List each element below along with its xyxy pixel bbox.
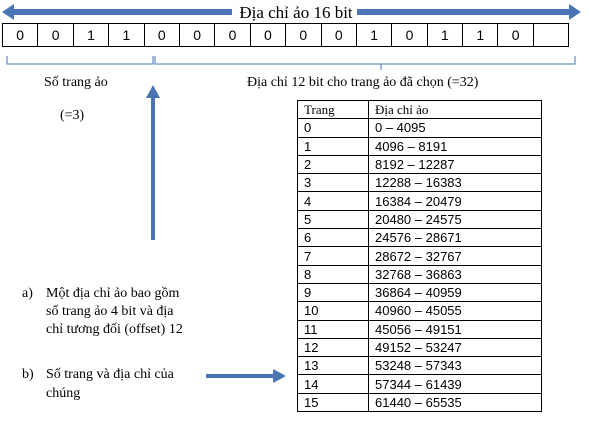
- page-cell: 2: [298, 155, 369, 173]
- address-cell: 28672 – 32767: [369, 247, 542, 265]
- page-table: [297, 100, 542, 412]
- column-header-address: Địa chỉ ảo: [369, 101, 542, 119]
- note-a-marker: a): [22, 286, 33, 301]
- address-cell: 57344 – 61439: [369, 375, 542, 393]
- page-cell: 14: [298, 375, 369, 393]
- table-header-row: [298, 101, 542, 119]
- address-cell: 61440 – 65535: [369, 393, 542, 411]
- column-header-page: Trang: [298, 101, 369, 119]
- page-cell: 7: [298, 247, 369, 265]
- bit-cell: 1: [427, 24, 462, 47]
- table-row: [298, 247, 542, 265]
- address-cell: 0 – 4095: [369, 119, 542, 137]
- table-row: [298, 393, 542, 411]
- bit-cell: 0: [286, 24, 321, 47]
- table-row: [298, 357, 542, 375]
- bit-cell: 0: [250, 24, 285, 47]
- note-b-line: chúng: [46, 386, 81, 401]
- table-row: [298, 174, 542, 192]
- page-cell: 8: [298, 265, 369, 283]
- page-cell: 0: [298, 119, 369, 137]
- table-row: [298, 192, 542, 210]
- address-cell: 12288 – 16383: [369, 174, 542, 192]
- offset-bracket: [155, 56, 575, 70]
- page-cell: 10: [298, 302, 369, 320]
- page-cell: 9: [298, 283, 369, 301]
- table-row: [298, 283, 542, 301]
- note-b: [22, 366, 222, 406]
- note-a-line: Một địa chỉ ảo bao gồm: [46, 286, 180, 301]
- bit-cell: 1: [463, 24, 498, 47]
- address-cell: 24576 – 28671: [369, 229, 542, 247]
- page-cell: 4: [298, 192, 369, 210]
- up-arrow: [146, 85, 160, 240]
- table-row: [298, 375, 542, 393]
- bit-cell: 1: [73, 24, 108, 47]
- page-cell: 13: [298, 357, 369, 375]
- note-a: [22, 285, 262, 341]
- address-cell: 53248 – 57343: [369, 357, 542, 375]
- table-row: [298, 210, 542, 228]
- table-row: [298, 320, 542, 338]
- bit-cell: 0: [179, 24, 214, 47]
- page-cell: 1: [298, 137, 369, 155]
- table-row: [298, 137, 542, 155]
- bit-cell: 1: [356, 24, 391, 47]
- address-cell: 32768 – 36863: [369, 265, 542, 283]
- address-cell: 45056 – 49151: [369, 320, 542, 338]
- address-cell: 36864 – 40959: [369, 283, 542, 301]
- table-row: [298, 119, 542, 137]
- bit-row: [2, 23, 569, 47]
- offset-label: Địa chỉ 12 bit cho trang ảo đã chọn (=32): [247, 75, 479, 90]
- address-cell: 20480 – 24575: [369, 210, 542, 228]
- note-b-marker: b): [22, 367, 34, 382]
- page-cell: 3: [298, 174, 369, 192]
- table-row: [298, 265, 542, 283]
- table-row: [298, 155, 542, 173]
- table-row: [298, 302, 542, 320]
- address-cell: 40960 – 45055: [369, 302, 542, 320]
- diagram-title: Địa chỉ ảo 16 bit: [236, 3, 356, 23]
- note-a-line: số trang ảo 4 bit và địa: [46, 304, 174, 319]
- bit-cell: 0: [215, 24, 250, 47]
- page-number-bracket: [7, 56, 153, 64]
- address-cell: 49152 – 53247: [369, 338, 542, 356]
- address-cell: 4096 – 8191: [369, 137, 542, 155]
- page-cell: 15: [298, 393, 369, 411]
- bit-cell: 0: [38, 24, 73, 47]
- page-cell: 6: [298, 229, 369, 247]
- page-cell: 12: [298, 338, 369, 356]
- page-number-value: (=3): [60, 108, 85, 123]
- bit-cell: [533, 24, 568, 47]
- page-cell: 11: [298, 320, 369, 338]
- bit-cell: 0: [144, 24, 179, 47]
- bit-cell: 1: [109, 24, 144, 47]
- address-cell: 8192 – 12287: [369, 155, 542, 173]
- note-b-line: Số trang và địa chỉ của: [46, 367, 174, 382]
- page-number-label: Số trang ảo: [44, 75, 108, 90]
- bit-cell: 0: [498, 24, 533, 47]
- bit-cell: 0: [321, 24, 356, 47]
- table-row: [298, 338, 542, 356]
- page-cell: 5: [298, 210, 369, 228]
- bit-cell: 0: [3, 24, 38, 47]
- note-a-line: chỉ tương đối (offset) 12: [46, 322, 183, 337]
- table-row: [298, 229, 542, 247]
- bit-cell: 0: [392, 24, 427, 47]
- address-cell: 16384 – 20479: [369, 192, 542, 210]
